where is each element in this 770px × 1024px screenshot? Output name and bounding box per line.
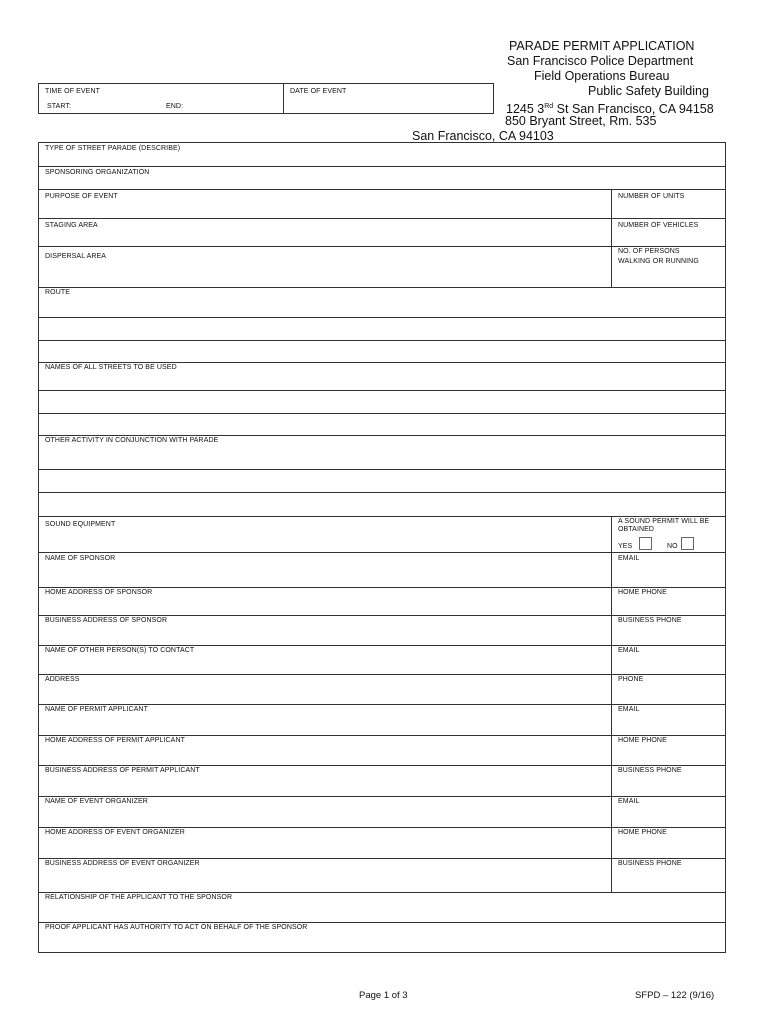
row-line xyxy=(38,674,726,675)
address-field[interactable] xyxy=(40,685,609,703)
right-column-divider xyxy=(611,189,612,287)
row-line xyxy=(38,615,726,616)
department-name: San Francisco Police Department xyxy=(507,54,694,68)
row-line xyxy=(38,287,726,288)
yes-checkbox[interactable] xyxy=(639,537,652,550)
date-of-event-label: DATE OF EVENT xyxy=(290,88,347,95)
contact-email-field[interactable] xyxy=(614,656,724,673)
sponsor-home-field[interactable] xyxy=(40,598,609,614)
organizer-email-label: EMAIL xyxy=(618,798,640,805)
sound-equipment-label: SOUND EQUIPMENT xyxy=(45,521,116,528)
applicant-home-field[interactable] xyxy=(40,746,609,764)
row-line xyxy=(38,796,726,797)
organizer-business-phone-field[interactable] xyxy=(614,869,724,891)
number-of-vehicles-field[interactable] xyxy=(614,230,724,245)
address-rest: St San Francisco, CA 94158 xyxy=(553,102,714,117)
row-line xyxy=(38,166,726,167)
sponsoring-org-field[interactable] xyxy=(40,177,724,188)
end-label: END: xyxy=(166,103,184,110)
city-address: San Francisco, CA 94103 xyxy=(412,129,554,143)
row-line xyxy=(38,189,726,190)
applicant-business-field[interactable] xyxy=(40,776,609,795)
row-line xyxy=(38,587,726,588)
sponsor-business-label: BUSINESS ADDRESS OF SPONSOR xyxy=(45,617,168,624)
organizer-home-phone-field[interactable] xyxy=(614,838,724,857)
proof-label: PROOF APPLICANT HAS AUTHORITY TO ACT ON BEHALF OF THE SPONSOR xyxy=(45,924,308,931)
staging-area-field[interactable] xyxy=(40,230,609,245)
relationship-field[interactable] xyxy=(40,903,724,921)
address-number: 1245 3 xyxy=(506,102,545,117)
organizer-business-phone-label: BUSINESS PHONE xyxy=(618,860,682,867)
end-time-field[interactable] xyxy=(186,100,281,112)
form-id: SFPD – 122 (9/16) xyxy=(635,990,715,1001)
purpose-label: PURPOSE OF EVENT xyxy=(45,193,118,200)
building-name: Public Safety Building xyxy=(588,84,709,98)
applicant-home-phone-field[interactable] xyxy=(614,746,724,764)
parade-type-label: TYPE OF STREET PARADE (DESCRIBE) xyxy=(45,145,181,152)
applicant-email-field[interactable] xyxy=(614,715,724,734)
row-line xyxy=(38,246,726,247)
applicant-home-phone-label: HOME PHONE xyxy=(618,737,667,744)
other-activity-label: OTHER ACTIVITY IN CONJUNCTION WITH PARADE xyxy=(45,437,219,444)
streets-label: NAMES OF ALL STREETS TO BE USED xyxy=(45,364,177,371)
sponsor-business-phone-field[interactable] xyxy=(614,626,724,644)
row-line xyxy=(38,827,726,828)
row-line xyxy=(38,858,726,859)
contact-email-label: EMAIL xyxy=(618,647,640,654)
staging-area-label: STAGING AREA xyxy=(45,222,98,229)
divider xyxy=(283,83,284,114)
row-line xyxy=(38,735,726,736)
address-label: ADDRESS xyxy=(45,676,80,683)
phone-field[interactable] xyxy=(614,685,724,703)
yes-label: YES xyxy=(618,543,633,550)
streets-field[interactable] xyxy=(40,373,724,434)
applicant-home-label: HOME ADDRESS OF PERMIT APPLICANT xyxy=(45,737,185,744)
organizer-home-label: HOME ADDRESS OF EVENT ORGANIZER xyxy=(45,829,185,836)
row-line xyxy=(38,645,726,646)
sponsor-business-field[interactable] xyxy=(40,626,609,644)
row-line xyxy=(38,552,726,553)
persons-label-line1: NO. OF PERSONS xyxy=(618,248,680,255)
date-of-event-field[interactable] xyxy=(290,98,490,112)
page-number: Page 1 of 3 xyxy=(359,990,408,1001)
row-line xyxy=(38,516,726,517)
purpose-field[interactable] xyxy=(40,202,609,217)
organizer-name-field[interactable] xyxy=(40,807,609,826)
start-label: START: xyxy=(47,103,72,110)
row-line xyxy=(38,892,726,893)
sound-permit-label-line2: OBTAINED xyxy=(618,526,655,533)
row-line xyxy=(38,362,726,363)
contact-name-label: NAME OF OTHER PERSON(S) TO CONTACT xyxy=(45,647,195,654)
sound-equipment-field[interactable] xyxy=(40,530,609,551)
sponsor-business-phone-label: BUSINESS PHONE xyxy=(618,617,682,624)
organizer-email-field[interactable] xyxy=(614,807,724,826)
row-line xyxy=(38,704,726,705)
phone-label: PHONE xyxy=(618,676,644,683)
sponsoring-org-label: SPONSORING ORGANIZATION xyxy=(45,169,150,176)
no-label: NO xyxy=(667,543,678,550)
applicant-business-phone-field[interactable] xyxy=(614,776,724,795)
bureau-name: Field Operations Bureau xyxy=(534,69,670,83)
street-address: 850 Bryant Street, Rm. 535 xyxy=(505,114,657,128)
sponsor-home-phone-field[interactable] xyxy=(614,598,724,614)
row-line xyxy=(38,922,726,923)
organizer-home-phone-label: HOME PHONE xyxy=(618,829,667,836)
number-of-units-field[interactable] xyxy=(614,202,724,217)
address-superscript: Rd xyxy=(544,103,554,110)
sponsor-email-label: EMAIL xyxy=(618,555,640,562)
row-line xyxy=(38,765,726,766)
number-of-units-label: NUMBER OF UNITS xyxy=(618,193,685,200)
sponsor-home-label: HOME ADDRESS OF SPONSOR xyxy=(45,589,153,596)
sponsor-name-label: NAME OF SPONSOR xyxy=(45,555,116,562)
route-field[interactable] xyxy=(40,298,724,361)
number-of-vehicles-label: NUMBER OF VEHICLES xyxy=(618,222,699,229)
applicant-email-label: EMAIL xyxy=(618,706,640,713)
relationship-label: RELATIONSHIP OF THE APPLICANT TO THE SPONSOR xyxy=(45,894,233,901)
organizer-business-label: BUSINESS ADDRESS OF EVENT ORGANIZER xyxy=(45,860,200,867)
route-label: ROUTE xyxy=(45,289,70,296)
parade-type-field[interactable] xyxy=(40,153,724,165)
time-of-event-label: TIME OF EVENT xyxy=(45,88,100,95)
sound-permit-label-line1: A SOUND PERMIT WILL BE xyxy=(618,518,710,525)
applicant-business-label: BUSINESS ADDRESS OF PERMIT APPLICANT xyxy=(45,767,200,774)
sponsor-name-field[interactable] xyxy=(40,564,609,586)
no-checkbox[interactable] xyxy=(681,537,694,550)
proof-field[interactable] xyxy=(40,933,724,951)
other-activity-field[interactable] xyxy=(40,446,724,515)
sponsor-email-field[interactable] xyxy=(614,564,724,586)
row-line xyxy=(38,218,726,219)
start-time-field[interactable] xyxy=(76,100,161,112)
organizer-name-label: NAME OF EVENT ORGANIZER xyxy=(45,798,148,805)
form-title: PARADE PERMIT APPLICATION xyxy=(509,39,695,53)
applicant-name-label: NAME OF PERMIT APPLICANT xyxy=(45,706,149,713)
applicant-business-phone-label: BUSINESS PHONE xyxy=(618,767,682,774)
organizer-business-field[interactable] xyxy=(40,869,609,891)
persons-field[interactable] xyxy=(614,268,724,286)
row-line xyxy=(38,435,726,436)
dispersal-area-label: DISPERSAL AREA xyxy=(45,253,107,260)
applicant-name-field[interactable] xyxy=(40,715,609,734)
dispersal-area-field[interactable] xyxy=(40,262,609,286)
organizer-home-field[interactable] xyxy=(40,838,609,857)
sponsor-home-phone-label: HOME PHONE xyxy=(618,589,667,596)
contact-name-field[interactable] xyxy=(40,656,609,673)
persons-label-line2: WALKING OR RUNNING xyxy=(618,258,699,265)
